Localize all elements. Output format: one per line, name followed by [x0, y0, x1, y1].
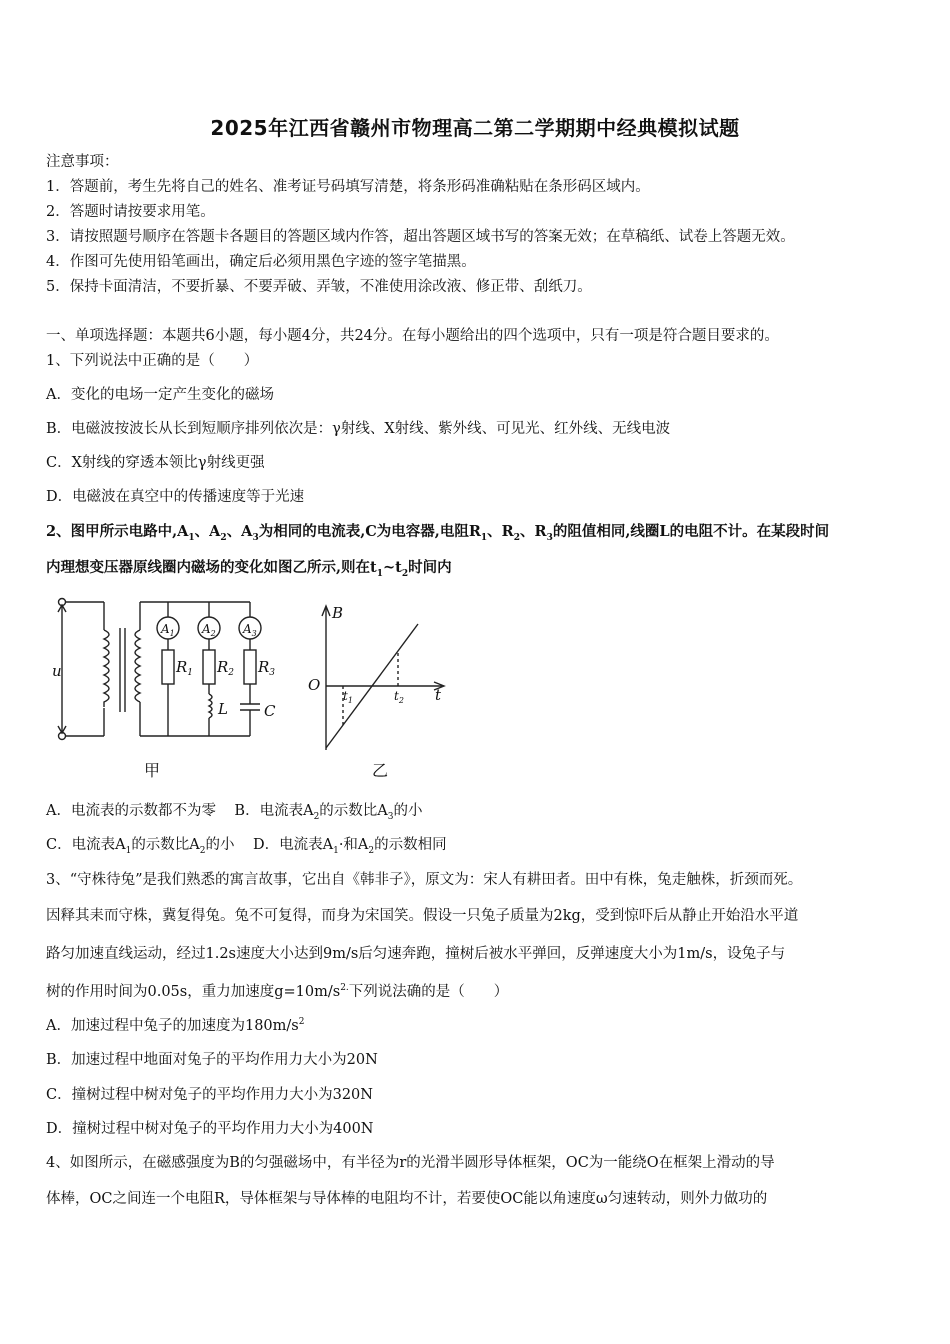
q4-stem-line: 4、如图所示，在磁感强度为B的匀强磁场中，有半径为r的光滑半圆形导体框架，OC为一能绕O在框架上滑动的导 — [46, 1155, 775, 1171]
label-t: t — [435, 686, 442, 704]
q1-option-d: D．电磁波在真空中的传播速度等于光速 — [46, 489, 305, 505]
secondary-coil — [135, 630, 140, 702]
label-c: C — [264, 702, 276, 720]
notice-heading: 注意事项： — [46, 154, 119, 170]
notice-item: 3．请按照题号顺序在答题卡各题目的答题区域内作答，超出答题区域书写的答案无效；在草稿纸、试卷上答题无效。 — [46, 229, 795, 245]
q2-options-cd: C．电流表$A_1$的示数比$A_2$的小 D．电流表$A_1\cdot$和$A_2$的示数相同 — [46, 837, 447, 856]
q2-stem-line2: 内理想变压器原线圈内磁场的变化如图乙所示,则在$t_1\sim t_2$时间内 — [46, 559, 452, 579]
q1-option-b: B．电磁波按波长从长到短顺序排列依次是：γ射线、X射线、紫外线、可见光、红外线、无线电波 — [46, 421, 671, 437]
resistor-r2 — [203, 650, 215, 684]
label-yi: 乙 — [372, 761, 389, 780]
q1-stem: 1、下列说法中正确的是（ ） — [46, 353, 259, 369]
label-jia: 甲 — [144, 761, 161, 780]
page-title: 2025年江西省赣州市物理高二第二学期期中经典模拟试题 — [210, 116, 740, 140]
q2-options-ab: A．电流表的示数都不为零 B．电流表$A_2$的示数比$A_3$的小 — [46, 803, 423, 822]
q3-stem-line: 3、“守株待兔”是我们熟悉的寓言故事，它出自《韩非子》，原文为：宋人有耕田者。田中有株，兔走触株，折颈而死。 — [46, 872, 803, 888]
label-t2: $t_2$ — [394, 689, 404, 705]
q3-option-c: C．撞树过程中树对兔子的平均作用力大小为320N — [46, 1087, 373, 1103]
section-heading: 一、单项选择题：本题共6小题，每小题4分，共24分。在每小题给出的四个选项中，只有一项是符合题目要求的。 — [46, 328, 779, 344]
q4-stem-line: 体棒，OC之间连一个电阻R，导体框架与导体棒的电阻均不计，若要使OC能以角速度ω匀速转动，则外力做功的 — [46, 1191, 768, 1207]
circuit-and-graph — [46, 592, 466, 784]
q1-option-a: A．变化的电场一定产生变化的磁场 — [46, 387, 274, 403]
label-r2: $R_2$ — [217, 658, 235, 678]
label-a3: $A_3$ — [243, 622, 257, 638]
q3-option-a: A．加速过程中兔子的加速度为$180m/s^2$ — [46, 1017, 305, 1034]
inductor-l — [209, 694, 212, 718]
q1-option-c: C．X射线的穿透本领比γ射线更强 — [46, 455, 265, 471]
notice-item: 1．答题前，考生先将自己的姓名、准考证号码填写清楚，将条形码准确粘贴在条形码区域内。 — [46, 179, 650, 195]
label-t1: $t_1$ — [343, 689, 353, 705]
label-a2: $A_2$ — [202, 622, 216, 638]
q2-stem-line1: 2、图甲所示电路中$,A_1$、$A_2$、$A_3$为相同的电流表,C为电容器,电阻$R_1$、$R_2$、$R_3$的阻值相同,线圈L的电阻不计。在某段时间 — [46, 523, 830, 543]
label-r1: $R_1$ — [176, 658, 194, 678]
notice-item: 5．保持卡面清洁，不要折暴、不要弄破、弄皱，不准使用涂改液、修正带、刮纸刀。 — [46, 279, 592, 295]
resistor-r1 — [162, 650, 174, 684]
q3-option-d: D．撞树过程中树对兔子的平均作用力大小为400N — [46, 1121, 374, 1137]
notice-item: 2．答题时请按要求用笔。 — [46, 204, 215, 220]
label-u: u — [52, 662, 62, 680]
resistor-r3 — [244, 650, 256, 684]
label-l: L — [218, 700, 228, 718]
label-o: O — [308, 676, 321, 694]
q3-option-b: B．加速过程中地面对兔子的平均作用力大小为20N — [46, 1052, 378, 1068]
notice-item: 4．作图可先使用铅笔画出，确定后必须用黑色字迹的签字笔描黑。 — [46, 254, 476, 270]
q2-figure — [46, 592, 466, 784]
label-b: B — [332, 604, 344, 622]
label-a1: $A_1$ — [161, 622, 175, 638]
q3-stem-line: 树的作用时间为0.05s，重力加速度$g=10m/s^{2.}$下列说法确的是（ ） — [46, 983, 509, 1000]
label-r3: $R_3$ — [258, 658, 276, 678]
q3-stem-line: 路匀加速直线运动，经过1.2s速度大小达到9m/s后匀速奔跑，撞树后被水平弹回，反弹速度大小为1m/s，设兔子与 — [46, 946, 786, 962]
q3-stem-line: 因释其耒而守株，冀复得兔。兔不可复得，而身为宋国笑。假设一只兔子质量为2kg，受到惊吓后从静止开始沿水平道 — [46, 908, 799, 924]
primary-coil — [104, 630, 109, 707]
